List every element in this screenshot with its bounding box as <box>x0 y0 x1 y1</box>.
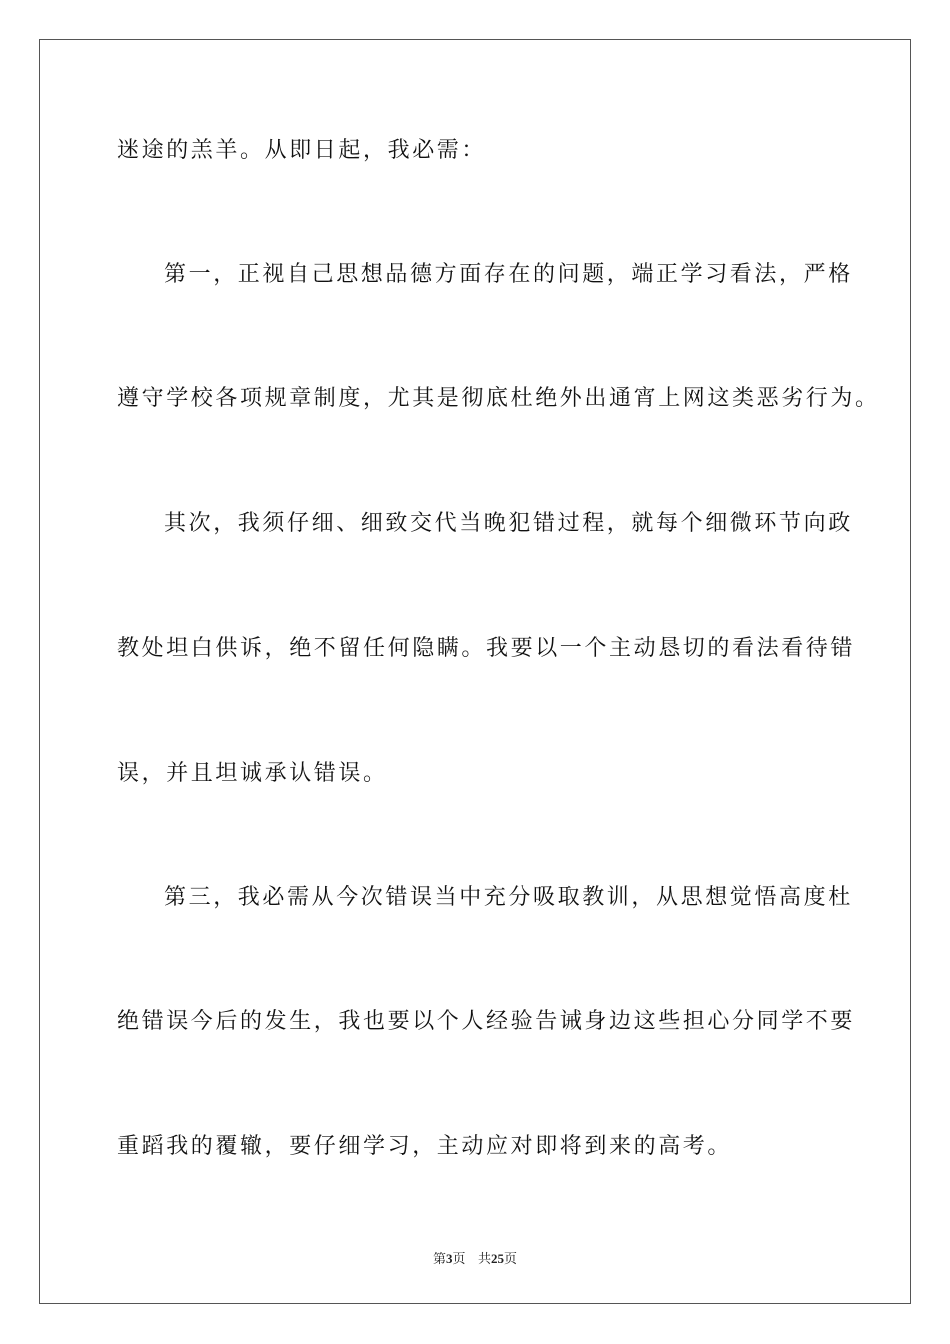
page-number: 3 <box>446 1251 453 1266</box>
page-footer <box>0 1248 950 1267</box>
text-line: 教处坦白供诉，绝不留任何隐瞒。我要以一个主动恳切的看法看待错 <box>117 636 856 661</box>
total-suffix: 页 <box>503 1252 517 1267</box>
paragraph-first-line: 第三，我必需从今次错误当中充分吸取教训，从思想觉悟高度杜 <box>164 885 853 910</box>
total-prefix: 共 <box>477 1252 491 1267</box>
text-line: 重蹈我的覆辙，要仔细学习，主动应对即将到来的高考。 <box>117 1134 733 1159</box>
page-suffix: 页 <box>452 1252 466 1267</box>
page-border <box>39 39 911 1304</box>
text-line: 遵守学校各项规章制度，尤其是彻底杜绝外出通宵上网这类恶劣行为。 <box>117 386 880 411</box>
page-prefix: 第 <box>433 1252 447 1267</box>
text-line: 迷途的羔羊。从即日起，我必需： <box>117 138 487 163</box>
paragraph-first-line: 其次，我须仔细、细致交代当晚犯错过程，就每个细微环节向政 <box>164 511 853 536</box>
text-line: 绝错误今后的发生，我也要以个人经验告诫身边这些担心分同学不要 <box>117 1009 856 1034</box>
paragraph-first-line: 第一，正视自己思想品德方面存在的问题，端正学习看法，严格 <box>164 262 853 287</box>
total-pages: 25 <box>490 1251 504 1266</box>
text-line: 误，并且坦诚承认错误。 <box>117 761 388 786</box>
